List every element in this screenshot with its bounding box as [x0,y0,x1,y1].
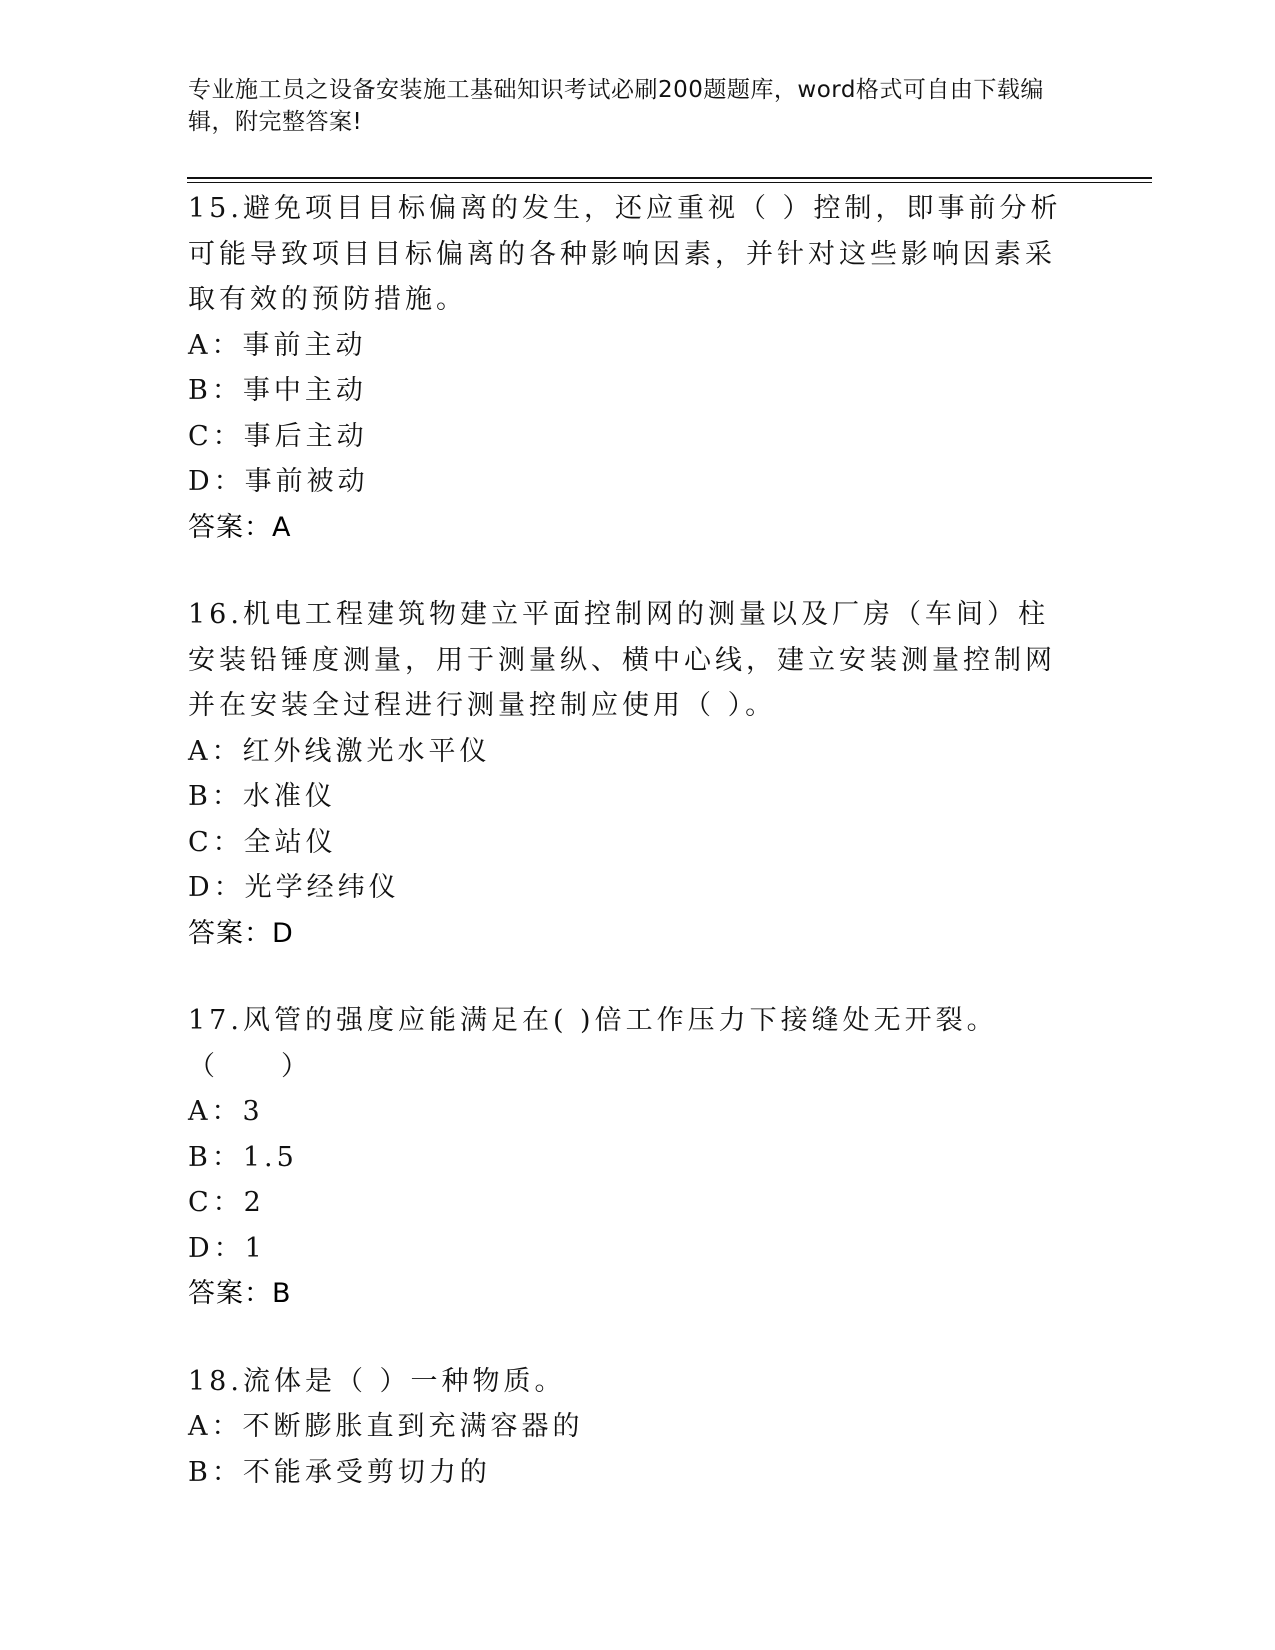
question-text: 16.机电工程建筑物建立平面控制网的测量以及厂房（车间）柱安装铅锤度测量，用于测量纵、横中心线，建立安装测量控制网并在安装全过程进行测量控制应使用（ ）。 [188,599,1056,721]
answer-line: 答案：A [188,511,292,543]
option-c: C：事后主动 [188,420,368,452]
header-rule-thin [187,182,1152,183]
option-b: B：不能承受剪切力的 [188,1456,491,1488]
option-d: D：1 [188,1232,266,1264]
option-c: C：2 [188,1187,265,1218]
document-header: 专业施工员之设备安装施工基础知识考试必刷200题题库，word格式可自由下载编辑，附完整答案! [188,77,1044,135]
option-d: D：事前被动 [188,466,369,497]
question-text: 18.流体是（ ）一种物质。 [188,1365,566,1397]
question-text: 15.避免项目目标偏离的发生，还应重视（ ）控制，即事前分析可能导致项目目标偏离的各种影响因素，并针对这些影响因素采取有效的预防措施。 [188,193,1062,315]
header-rule-thick [187,177,1152,179]
option-a: A：3 [188,1096,264,1127]
question-17 [188,998,1088,1317]
answer-line: 答案：B [188,1278,292,1309]
option-c: C：全站仪 [188,826,337,858]
question-15 [188,186,1088,550]
question-16 [188,592,1088,956]
option-b: B：1.5 [188,1141,298,1173]
option-a: A：红外线激光水平仪 [188,735,491,767]
option-d: D：光学经纬仪 [188,872,400,903]
option-b: B：水准仪 [188,781,336,812]
question-text: 17.风管的强度应能满足在( )倍工作压力下接缝处无开裂。（ ） [188,1005,998,1082]
option-a: A：事前主动 [188,329,367,361]
option-b: B：事中主动 [188,375,367,406]
answer-line: 答案：D [188,917,294,949]
question-list [188,186,1088,1537]
option-a: A：不断膨胀直到充满容器的 [188,1411,584,1442]
question-18 [188,1359,1088,1496]
